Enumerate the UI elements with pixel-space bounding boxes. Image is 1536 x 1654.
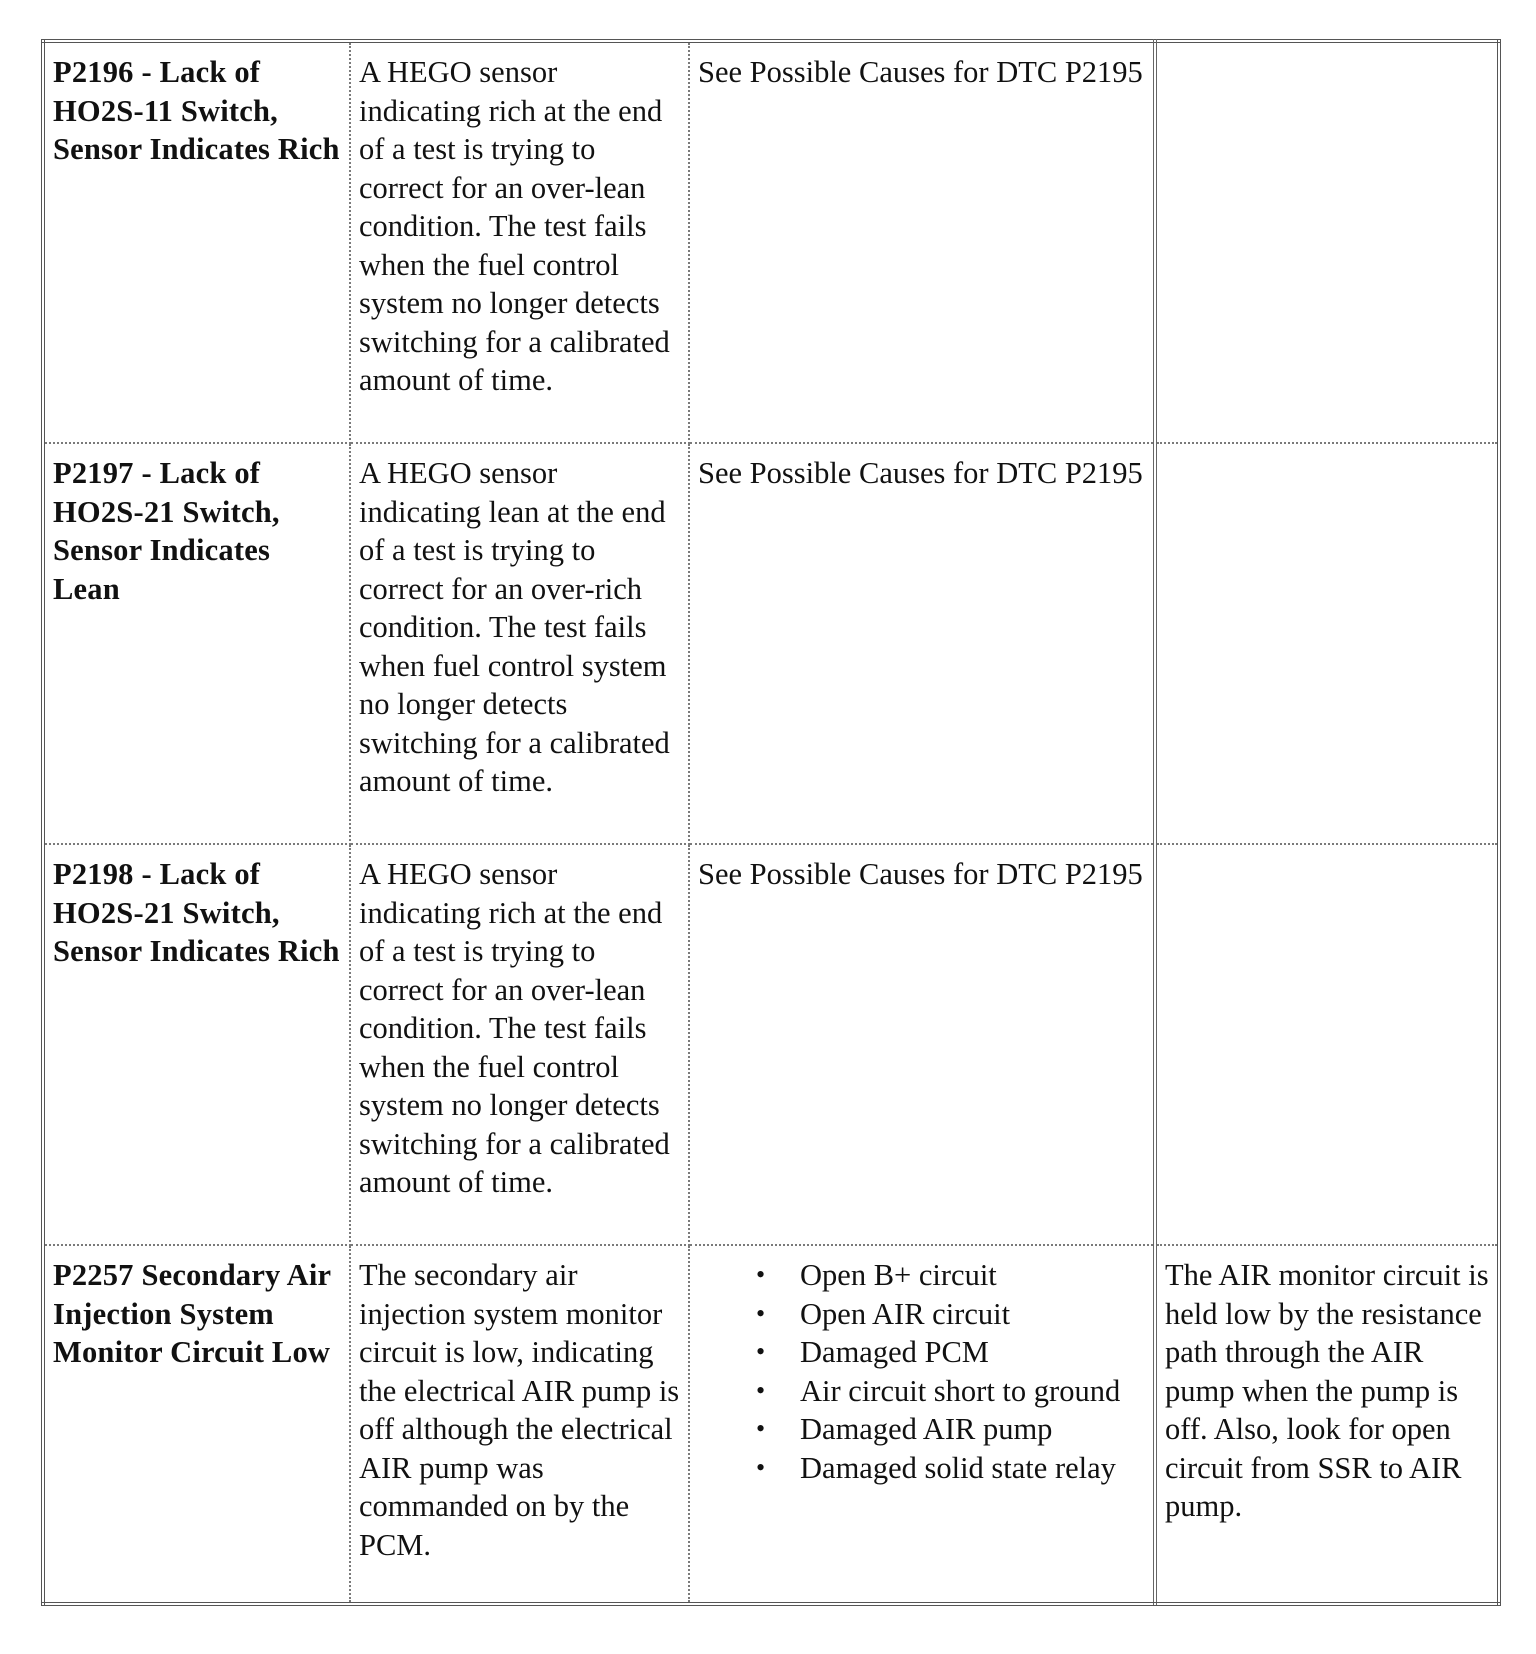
list-item: • Air circuit short to ground — [698, 1372, 1145, 1411]
table-row — [43, 844, 1499, 1245]
possible-causes-text: See Possible Causes for DTC P2195 — [698, 456, 1143, 490]
description-text: A HEGO sensor indicating rich at the end of a test is trying to correct for an over-lean condition. The test fails when the fuel control system no longer detects switching for a calibrated amount of time. — [359, 55, 670, 397]
notes-cell — [1155, 443, 1499, 844]
list-item: • Damaged solid state relay — [698, 1449, 1145, 1488]
description-text: A HEGO sensor indicating lean at the end of a test is trying to correct for an over-rich condition. The test fails when fuel control system no longer detects switching for a calibrated amount of time. — [359, 456, 670, 798]
list-item: • Damaged AIR pump — [698, 1410, 1145, 1449]
dtc-code: P2197 - Lack of HO2S-21 Switch, Sensor Indicates Lean — [53, 456, 280, 606]
description-text: The secondary air injection system monitor circuit is low, indicating the electrical AIR pump is off although the electrical AIR pump was commanded on by the PCM. — [359, 1258, 680, 1562]
description-cell — [350, 844, 689, 1245]
table-row — [43, 41, 1499, 443]
description-text: A HEGO sensor indicating rich at the end of a test is trying to correct for an over-lean condition. The test fails when the fuel control system no longer detects switching for a calibrated amount of time. — [359, 857, 670, 1199]
list-item: • Open B+ circuit — [698, 1256, 1145, 1295]
dtc-code-cell — [43, 443, 350, 844]
dtc-code-cell — [43, 844, 350, 1245]
description-cell — [350, 443, 689, 844]
possible-causes-cell — [689, 41, 1155, 443]
notes-cell — [1155, 844, 1499, 1245]
description-cell — [350, 41, 689, 443]
possible-causes-cell — [689, 1245, 1155, 1604]
list-item: • Open AIR circuit — [698, 1295, 1145, 1334]
possible-causes-cell — [689, 443, 1155, 844]
description-cell — [350, 1245, 689, 1604]
possible-causes-text: See Possible Causes for DTC P2195 — [698, 55, 1143, 89]
dtc-code: P2257 Secondary Air Injection System Monitor Circuit Low — [53, 1258, 331, 1369]
dtc-code: P2198 - Lack of HO2S-21 Switch, Sensor Indicates Rich — [53, 857, 340, 968]
possible-causes-list — [698, 1256, 1145, 1487]
notes-text: The AIR monitor circuit is held low by the resistance path through the AIR pump when the pump is off. Also, look for open circuit from SSR to AIR pump. — [1165, 1258, 1489, 1523]
table-row — [43, 1245, 1499, 1604]
possible-causes-cell — [689, 844, 1155, 1245]
notes-cell — [1155, 41, 1499, 443]
dtc-table — [41, 39, 1501, 1606]
table-row — [43, 443, 1499, 844]
dtc-code: P2196 - Lack of HO2S-11 Switch, Sensor Indicates Rich — [53, 55, 340, 166]
list-item: • Damaged PCM — [698, 1333, 1145, 1372]
dtc-code-cell — [43, 1245, 350, 1604]
possible-causes-text: See Possible Causes for DTC P2195 — [698, 857, 1143, 891]
dtc-code-cell — [43, 41, 350, 443]
notes-cell — [1155, 1245, 1499, 1604]
